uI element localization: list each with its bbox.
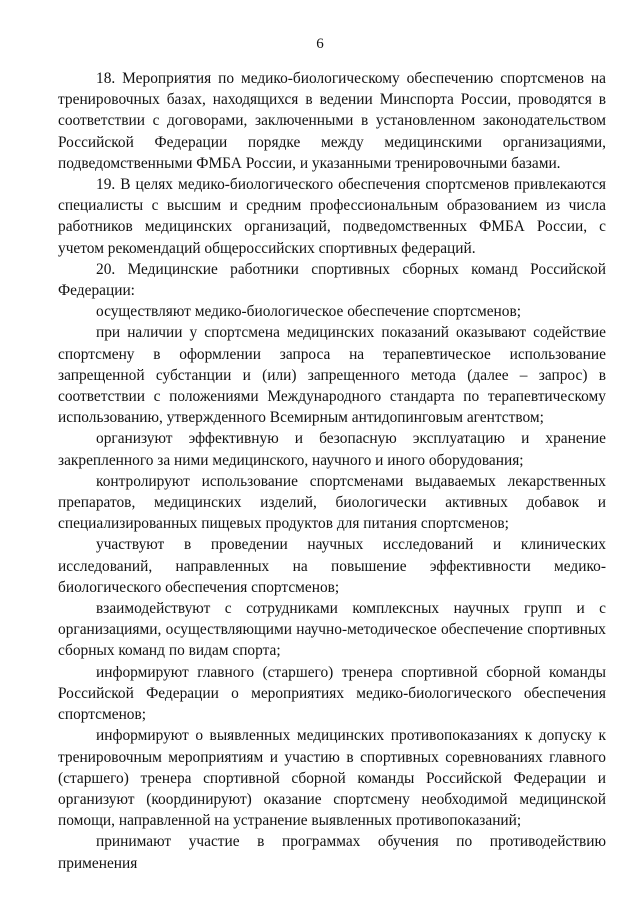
paragraph-18: 18. Мероприятия по медико-биологическому обеспечению спортсменов на тренировочных базах, находящихся в ведении Минспорта России, проводятся в соответствии с договорами, заключенными в установленном законодательством Российской Федерации порядке между медицинскими организациями, подведомственными ФМБА России, и указанными тренировочными базами. bbox=[58, 70, 606, 172]
duty-item: организуют эффективную и безопасную эксплуатацию и хранение закрепленного за ними медицинского, научного и иного оборудования; bbox=[58, 430, 606, 469]
duty-item: участвуют в проведении научных исследований и клинических исследований, направленных на повышение эффективности медико-биологического обеспечения спортсменов; bbox=[58, 536, 606, 596]
paragraph-19: 19. В целях медико-биологического обеспечения спортсменов привлекаются специалисты с высшим и средним профессиональным образованием из числа работников медицинских организаций, подведомственных ФМБА России, с учетом рекомендаций общероссийских спортивных федераций. bbox=[58, 176, 606, 257]
duty-item: осуществляют медико-биологическое обеспечение спортсменов; bbox=[96, 303, 522, 321]
document-body bbox=[58, 68, 606, 874]
duty-item: принимают участие в программах обучения по противодействию применения bbox=[58, 833, 606, 872]
duty-item: при наличии у спортсмена медицинских показаний оказывают содействие спортсмену в оформлении запроса на терапевтическое использование запрещенной субстанции и (или) запрещенного метода (далее – запрос) в соответствии с положениями Международного стандарта по терапевтическому использованию, утвержденного Всемирным антидопинговым агентством; bbox=[58, 324, 606, 427]
paragraph-20: 20. Медицинские работники спортивных сборных команд Российской Федерации: bbox=[58, 260, 606, 300]
duty-item: взаимодействуют с сотрудниками комплексных научных групп и с организациями, осуществляющими научно-методическое обеспечение спортивных сборных команд по видам спорта; bbox=[58, 600, 606, 660]
duty-item: информируют главного (старшего) тренера спортивной сборной команды Российской Федерации о мероприятиях медико-биологического обеспечения спортсменов; bbox=[58, 663, 606, 724]
page-number: 6 bbox=[316, 36, 324, 52]
duty-item: информируют о выявленных медицинских противопоказаниях к допуску к тренировочным мероприятиям и участию в спортивных соревнованиях главного (старшего) тренера спортивной сборной команды Российской Федерации и организуют (координируют) оказание спортсмену необходимой медицинской помощи, направленной на устранение выявленных противопоказаний; bbox=[58, 727, 606, 830]
duty-item: контролируют использование спортсменами выдаваемых лекарственных препаратов, медицинских изделий, биологически активных добавок и специализированных пищевых продуктов для питания спортсменов; bbox=[58, 472, 606, 533]
